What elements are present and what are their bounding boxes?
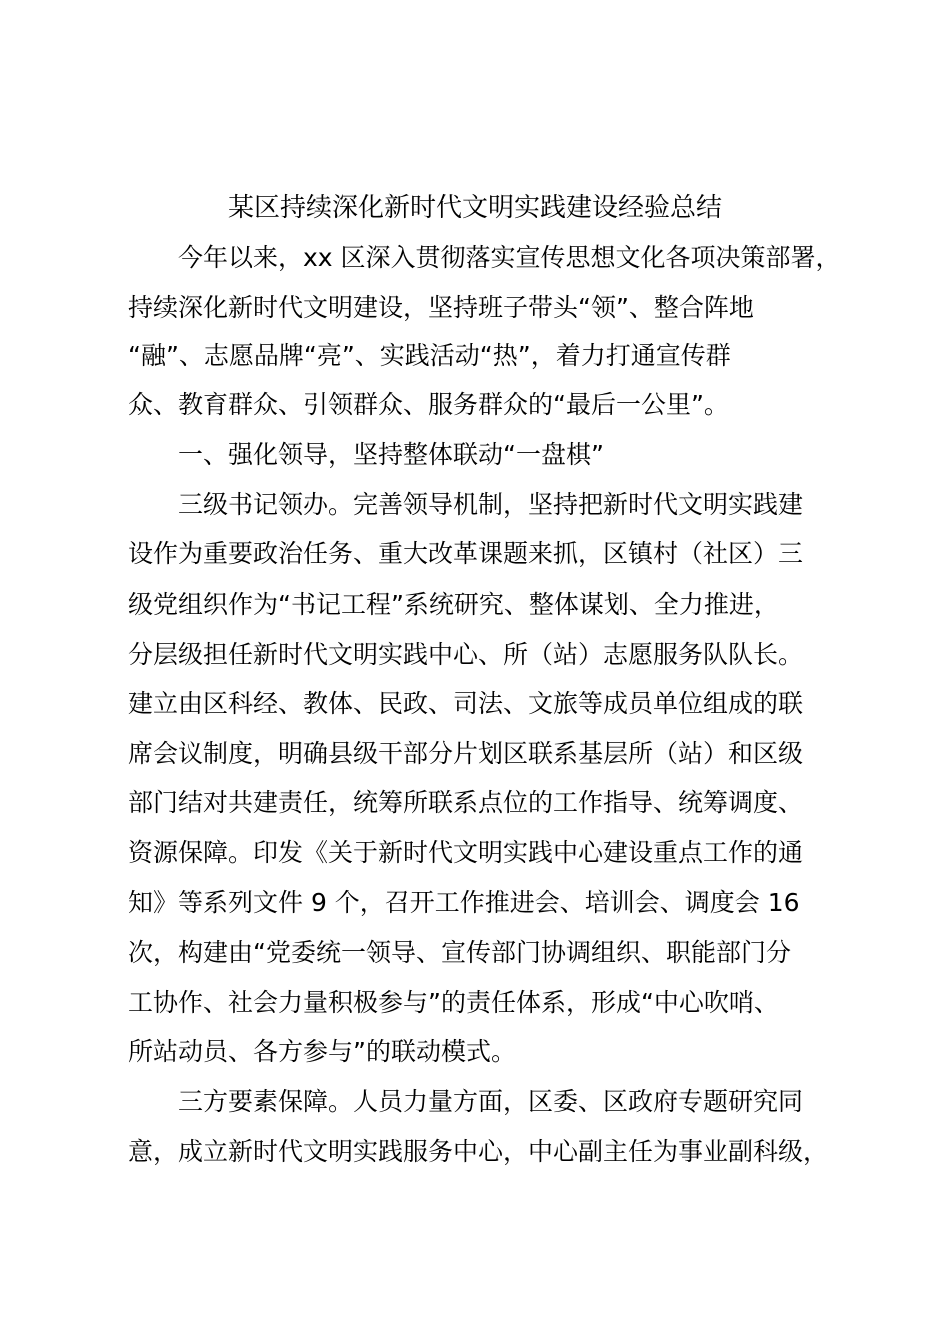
paragraph-line: 工协作、社会力量积极参与”的责任体系，形成“中心吹哨、: [128, 988, 779, 1017]
section-heading: 一、强化领导，坚持整体联动“一盘棋”: [178, 440, 604, 469]
paragraph-line: 知》等系列文件 9 个，召开工作推进会、培训会、调度会 16: [128, 888, 800, 917]
paragraph-line: 持续深化新时代文明建设，坚持班子带头“领”、整合阵地: [128, 293, 754, 322]
paragraph-line: 众、教育群众、引领群众、服务群众的“最后一公里”。: [128, 390, 729, 419]
paragraph-line: 三方要素保障。人员力量方面，区委、区政府专题研究同: [178, 1087, 804, 1116]
paragraph-line: 席会议制度，明确县级干部分片划区联系基层所（站）和区级: [128, 739, 804, 768]
paragraph-line: 部门结对共建责任，统筹所联系点位的工作指导、统筹调度、: [128, 788, 804, 817]
paragraph-line: 今年以来，xx 区深入贯彻落实宣传思想文化各项决策部署，: [178, 243, 841, 272]
paragraph-line: 所站动员、各方参与”的联动模式。: [128, 1037, 516, 1066]
paragraph-line: 设作为重要政治任务、重大改革课题来抓，区镇村（社区）三: [128, 539, 804, 568]
paragraph-line: 意，成立新时代文明实践服务中心，中心副主任为事业副科级，: [128, 1137, 829, 1166]
paragraph-line: 资源保障。印发《关于新时代文明实践中心建设重点工作的通: [128, 838, 804, 867]
paragraph-line: 分层级担任新时代文明实践中心、所（站）志愿服务队队长。: [128, 640, 804, 669]
document-title: 某区持续深化新时代文明实践建设经验总结: [227, 193, 722, 223]
paragraph-line: 三级书记领办。完善领导机制，坚持把新时代文明实践建: [178, 490, 804, 519]
paragraph-line: 建立由区科经、教体、民政、司法、文旅等成员单位组成的联: [128, 689, 804, 718]
paragraph-line: 级党组织作为“书记工程”系统研究、整体谋划、全力推进，: [128, 590, 779, 619]
paragraph-line: 次，构建由“党委统一领导、宣传部门协调组织、职能部门分: [128, 938, 791, 967]
paragraph-line: “融”、志愿品牌“亮”、实践活动“热”，着力打通宣传群: [128, 341, 731, 370]
